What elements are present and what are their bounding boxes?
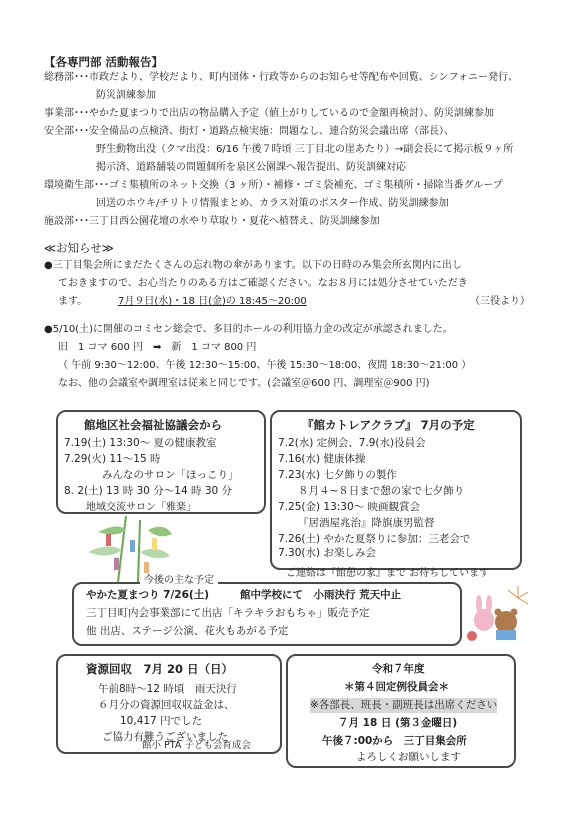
meeting-time: 午後７:00から 三丁目集会所 bbox=[322, 735, 467, 747]
club-line: 7.16(水) 健康体操 bbox=[278, 453, 366, 465]
club-line: 7.2(水) 定例会、7.9(水)役員会 bbox=[278, 437, 426, 449]
activity-line: 野生動物出没（クマ出没：6/16 午後７時頃 三丁目北の崖あたり）→副会長にて掲示板９ヶ所 bbox=[96, 144, 514, 155]
recycle-line: ご協力有難うございました bbox=[102, 731, 228, 743]
activity-line: 環境衛生部･･･ゴミ集積所のネット交換（3 ヶ所）・補修・ゴミ袋補充、ゴミ集積所・掃除当番グループ bbox=[44, 180, 503, 191]
welfare-line: 7.29(火) 11～15 時 bbox=[64, 453, 161, 465]
club-box bbox=[270, 410, 522, 570]
events-place: 館中学校にて 小雨決行 荒天中止 bbox=[240, 589, 402, 601]
activity-heading: 【各専門部 活動報告】 bbox=[44, 55, 164, 69]
welfare-line: 8. 2(土) 13 時 30 分～14 時 30 分 bbox=[64, 485, 233, 497]
activity-line: 事業部･･･やかた夏まつりで出店の物品購入予定（値上がりしているので金額再検討）、防災訓練参加 bbox=[44, 108, 494, 119]
events-box bbox=[72, 582, 462, 646]
events-line: 三丁目町内会事業部にて出店「キラキラおもちゃ」販売予定 bbox=[86, 607, 370, 619]
welfare-line: 地域交流サロン「雅楽」 bbox=[86, 502, 196, 513]
recycle-line: 10,417 円でした bbox=[120, 715, 203, 727]
welfare-title: 館地区社会福祉協議会から bbox=[84, 418, 222, 432]
events-line: 他 出店、ステージ公演、花火もあがる予定 bbox=[86, 625, 289, 637]
meeting-box bbox=[286, 654, 516, 768]
fireworks-characters-icon bbox=[462, 584, 532, 646]
meeting-subtitle: ＊第４回定例役員会＊ bbox=[344, 681, 449, 693]
notice-line: ●5/10(土)に開催のコミセン総会で、多目的ホールの利用協力金の改定が承認されました。 bbox=[44, 324, 453, 335]
meeting-date: ７月 18 日 (第３金曜日) bbox=[338, 717, 458, 729]
meeting-title: 令和７年度 bbox=[372, 663, 425, 675]
recycle-sign: 館小 PTA 子ども会育成会 bbox=[142, 740, 251, 751]
welfare-box bbox=[56, 410, 266, 514]
notice-price: 旧 1 コマ 600 円 ➡ 新 1 コマ 800 円 bbox=[58, 342, 257, 353]
activity-line: 防災訓練参加 bbox=[96, 90, 156, 101]
events-line: やかた夏まつり 7/26(土) bbox=[86, 589, 210, 601]
club-contact: ご連絡は『館憩の家』まで お待ちしています bbox=[286, 568, 490, 579]
notice-line: ます。 bbox=[58, 296, 88, 307]
activity-line: 施設部･･･三丁目西公園花壇の水やり草取り・夏花へ植替え、防災訓練参加 bbox=[44, 216, 380, 227]
recycle-title: 資源回収 7月 20 日（日） bbox=[86, 662, 234, 676]
club-line: 7.25(金) 13:30～ 映画観賞会 bbox=[278, 501, 421, 513]
meeting-closing: よろしくお願いします bbox=[356, 751, 461, 763]
activity-line: 掲示済、道路舗装の問題個所を泉区公園課へ報告提出、防災訓練対応 bbox=[96, 162, 406, 173]
club-title: 『館カトレアクラブ』 7月の予定 bbox=[302, 418, 475, 432]
notice-note: なお、他の会議室や調理室は従来と同じです。(会議室＠600 円、調理室＠900 円) bbox=[58, 378, 430, 389]
club-line: 7.26(土) やかた夏祭りに参加：三老会で bbox=[278, 533, 471, 545]
activity-line: 総務部･･･市政だより、学校だより、町内団体・行政等からのお知らせ等配布や回覧、シンフォニー発行、 bbox=[44, 72, 518, 83]
recycle-line: 午前8時～12 時頃 雨天決行 bbox=[98, 683, 237, 695]
activity-line: 安全部･･･安全備品の点検済、街灯・道路点検実施：問題なし、連合防災会議出席（部長）、 bbox=[44, 126, 454, 137]
club-line: 7.23(水) 七夕飾りの製作 bbox=[278, 469, 397, 481]
meeting-highlight: ※各部長、班長・副班長は出席ください bbox=[310, 699, 498, 711]
notice-date: 7月９日(水)・18 日(金)の 18:45～20:00 bbox=[118, 296, 307, 307]
notice-times: （ 午前 9:30～12:00、午後 12:30～15:00、午後 15:30～18:00、夜間 18:30～21:00 ） bbox=[58, 360, 472, 371]
welfare-line: みんなのサロン「ほっこり」 bbox=[102, 469, 239, 481]
club-line: ８月４~８日まで憩の家で七夕飾り bbox=[298, 485, 465, 497]
events-label: 今後の主な予定 bbox=[140, 573, 218, 588]
notice-line: ておきますので、お心当たりのある方はご確認ください。なお８月には処分させていただき bbox=[58, 278, 468, 289]
activity-line: 回送のホウキ/チリトリ情報まとめ、カラス対策のポスター作成、防災訓練参加 bbox=[96, 198, 449, 209]
welfare-line: 7.19(土) 13:30～ 夏の健康教室 bbox=[64, 437, 217, 449]
notice-sign: （三役より） bbox=[470, 296, 530, 307]
club-line: 『居酒屋兆治』降旗康男監督 bbox=[298, 517, 435, 529]
club-line: 7.30(水) お楽しみ会 bbox=[278, 547, 376, 559]
notice-line: ●三丁目集会所にまだたくさんの忘れ物の傘があります。以下の日時のみ集会所玄関内に出し bbox=[44, 260, 462, 271]
notice-heading: ≪お知らせ≫ bbox=[44, 241, 114, 255]
recycle-line: ６月分の資源回収収益金は、 bbox=[98, 699, 235, 711]
